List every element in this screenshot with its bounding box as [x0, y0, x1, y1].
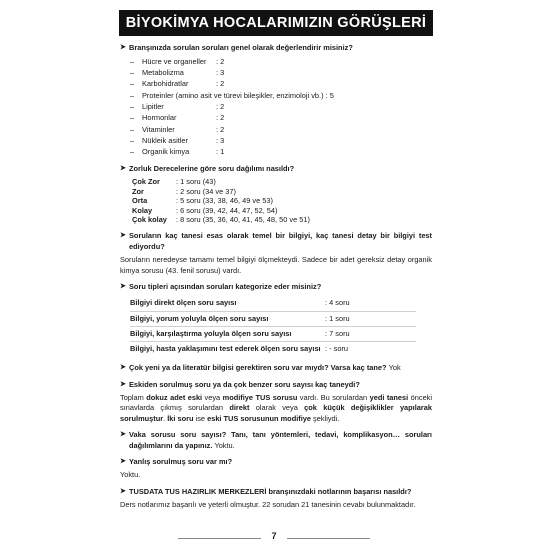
list-item: Orta : 5 soru (33, 38, 46, 49 ve 53)	[132, 196, 273, 206]
question-7: ➤ Vaka sorusu soru sayısı? Tanı, tanı yöntemleri, tedavi, komplikasyon… soruları dağılımlarını da yapınız. Yoktu.	[120, 430, 432, 450]
list-item: – Karbohidratlar : 2	[130, 79, 225, 89]
topic-list	[120, 56, 432, 158]
question-type-table	[130, 296, 416, 357]
arrow-icon: ➤	[120, 487, 126, 495]
page-number: 7	[271, 531, 277, 541]
answer-8: Yoktu.	[120, 470, 141, 480]
list-item: – Organik kimya : 1	[130, 147, 225, 157]
list-item: – Vitaminler : 2	[130, 124, 225, 134]
question-6: ➤ Eskiden sorulmuş soru ya da çok benzer soru sayısı kaç taneydi?	[120, 379, 360, 389]
answer-7: Yoktu.	[214, 440, 235, 450]
answer-3: Soruların neredeyse tamamı temel bilgiyi ölçmekteydi. Sadece bir adet gereksiz detay organik kimya sorusu (43. fenil sorusu) vardı.	[120, 255, 432, 275]
question-5: ➤ Çok yeni ya da literatür bilgisi gerektiren soru var mıydı? Varsa kaç tane? Yok	[120, 363, 401, 373]
content	[120, 43, 432, 511]
arrow-icon: ➤	[120, 431, 126, 439]
list-item: Çok kolay : 8 soru (35, 36, 40, 41, 45, 48, 50 ve 51)	[132, 215, 310, 225]
list-item: – Nükleik asitler : 3	[130, 135, 225, 145]
question-8: ➤ Yanlış sorulmuş soru var mı?	[120, 457, 233, 467]
list-item: Çok Zor : 1 soru (43)	[132, 177, 216, 187]
list-item: – Proteinler (amino asit ve türevi bileşikler, enzimoloji vb.) : 5	[130, 90, 334, 100]
list-item: – Lipitler : 2	[130, 102, 225, 112]
list-item: – Hücre ve organeller : 2	[130, 56, 225, 66]
arrow-icon: ➤	[120, 283, 126, 291]
arrow-icon: ➤	[120, 458, 126, 466]
list-item: Kolay : 6 soru (39, 42, 44, 47, 52, 54)	[132, 205, 278, 215]
answer-5: Yok	[388, 363, 401, 373]
question-9: ➤ TUSDATA TUS HAZIRLIK MERKEZLERİ branşınızdaki notlarının başarısı nasıldı?	[120, 486, 412, 496]
arrow-icon: ➤	[120, 165, 126, 173]
arrow-icon: ➤	[120, 364, 126, 372]
list-item: – Metabolizma : 3	[130, 68, 225, 78]
question-1: ➤ Branşınızda sorulan soruları genel olarak değerlendirir misiniz?	[120, 43, 353, 52]
answer-6: Toplam dokuz adet eski veya modifiye TUS sorusu vardı. Bu sorulardan yedi tanesi önceki sınavlarda çıkmış sorulardan direkt olarak veya çok küçük değişiklikler yapılarak sorulmuştur. İki soru ise eski TUS sorusunun modifiye şekliydi.	[120, 393, 433, 423]
arrow-icon: ➤	[120, 380, 126, 388]
footer-divider	[287, 538, 370, 539]
table-row: Bilgiyi direkt ölçen soru sayısı : 4 soru	[130, 296, 416, 311]
question-3: ➤ Soruların kaç tanesi esas olarak temel bir bilgiyi, kaç tanesi detay bir bilgiyi test ediyordu?	[120, 231, 432, 251]
table-row: Bilgiyi, karşılaştırma yoluyla ölçen soru sayısı : 7 soru	[130, 327, 416, 342]
table-row: Bilgiyi, yorum yoluyla ölçen soru sayısı : 1 soru	[130, 312, 416, 327]
answer-9: Ders notlarımız başarılı ve yeterli olmuştur. 22 sorudan 21 tanesinin cevabı bulunmaktadır.	[120, 500, 416, 510]
list-item: – Hormonlar : 2	[130, 113, 225, 123]
difficulty-list	[120, 177, 432, 225]
arrow-icon: ➤	[120, 44, 126, 51]
question-2: ➤ Zorluk Derecelerine göre soru dağılımı nasıldı?	[120, 164, 295, 174]
footer-divider	[178, 538, 261, 539]
table-row: Bilgiyi, hasta yaklaşımını test ederek ölçen soru sayısı : - soru	[130, 344, 348, 354]
question-4: ➤ Soru tipleri açısından soruları kategorize eder misiniz?	[120, 282, 322, 292]
arrow-icon: ➤	[120, 232, 126, 240]
page-title: BİYOKİMYA HOCALARIMIZIN GÖRÜŞLERİ	[119, 10, 433, 36]
list-item: Zor : 2 soru (34 ve 37)	[132, 186, 236, 196]
